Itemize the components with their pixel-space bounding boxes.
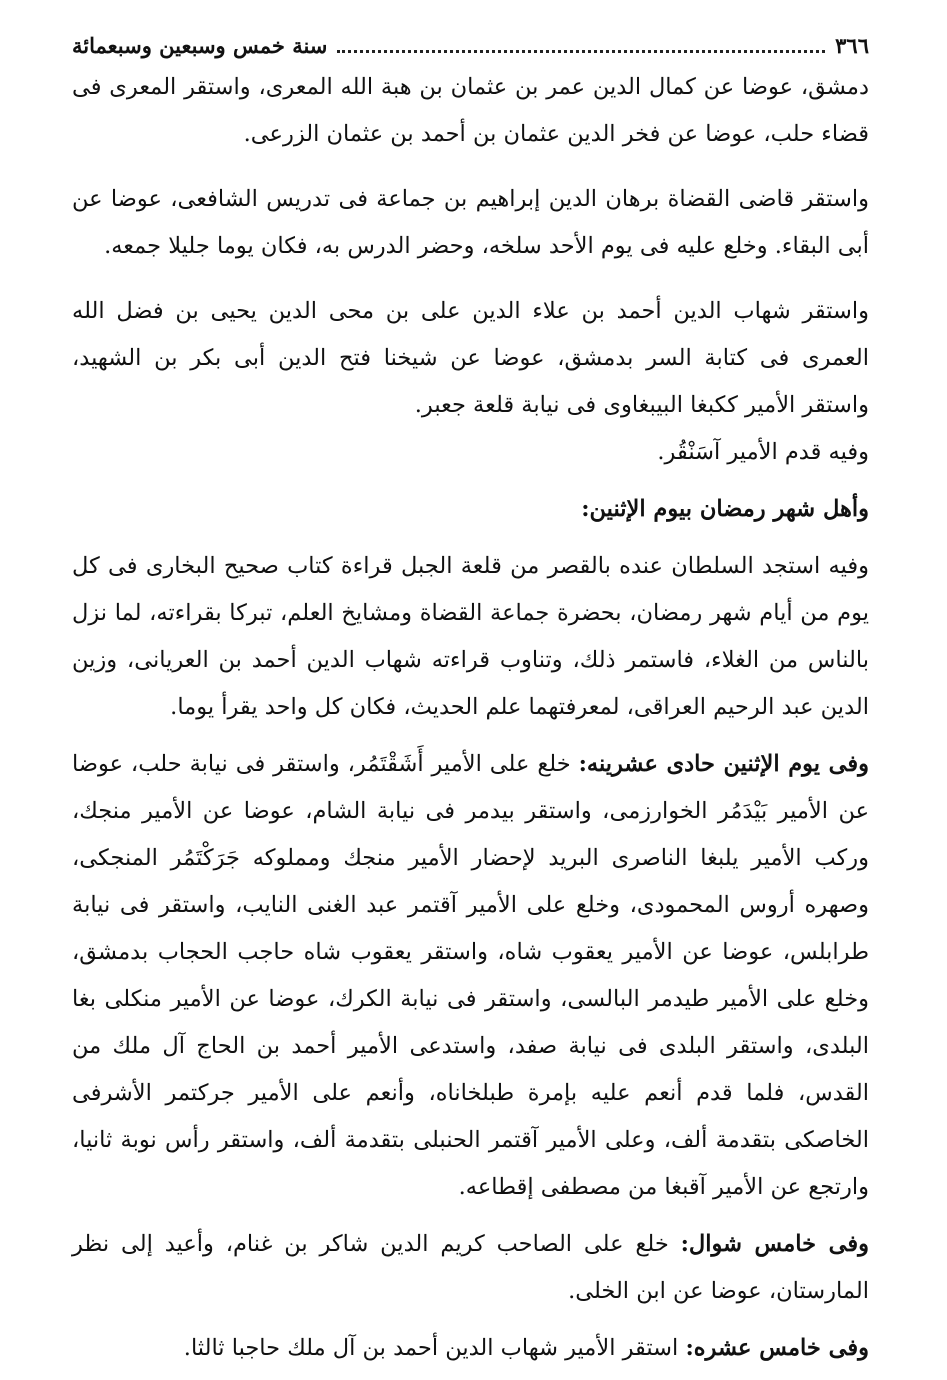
paragraph-text: وفيه قدم الأمير آسَنْقُر. <box>657 439 869 465</box>
paragraph-text: استقر الأمير شهاب الدين أحمد بن آل ملك حاجبا ثالثا. <box>183 1335 686 1361</box>
paragraph-8 <box>72 1325 869 1372</box>
paragraph-7 <box>72 1221 869 1315</box>
paragraph-5 <box>72 543 869 731</box>
running-title: سنة خمس وسبعين وسبعمائة <box>72 33 328 58</box>
heading-text: وأهل شهر رمضان بيوم الإثنين: <box>581 496 869 522</box>
paragraph-lead: وفى خامس شوال: <box>680 1231 869 1257</box>
paragraph-text: خلع على الصاحب كريم الدين شاكر بن غنام، وأعيد إلى نظر المارستان، عوضا عن ابن الخلى. <box>72 1231 869 1304</box>
paragraph-text: واستقر شهاب الدين أحمد بن علاء الدين على بن محى الدين يحيى بن فضل الله العمرى فى كتابة السر بدمشق، عوضا عن شيخنا فتح الدين أبى بكر بن الشهيد، واستقر الأمير ككبغا البيبغاوى فى نيابة قلعة جعبر. <box>72 298 869 418</box>
running-header <box>72 28 869 64</box>
paragraph-4 <box>72 429 869 476</box>
paragraph-6 <box>72 741 869 1211</box>
paragraph-lead: وفى يوم الإثنين حادى عشرينه: <box>578 751 869 777</box>
paragraph-text: خلع على الأمير أَشَقْتَمُر، واستقر فى نيابة حلب، عوضا عن الأمير بَيْدَمُر الخوارزمى، واستقر بيدمر فى نيابة الشام، عوضا عن الأمير منجك، وركب الأمير يلبغا الناصرى البريد لإحضار الأمير منجك ومملوكه جَرَكْتَمُر المنجكى، وصهره أروس المحمودى، وخلع على الأمير آقتمر عبد الغنى النايب، واستقر فى نيابة طرابلس، عوضا عن الأمير يعقوب شاه، واستقر يعقوب شاه حاجب الحجاب بدمشق، وخلع على الأمير طيدمر البالسى، واستقر فى نيابة الكرك، عوضا عن الأمير منكلى بغا البلدى، واستقر البلدى فى نيابة صفد، واستدعى الأمير أحمد بن الحاج آل ملك من القدس، فلما قدم أنعم عليه بإمرة طبلخاناه، وأنعم على الأمير جركتمر الأشرفى الخاصكى بتقدمة ألف، وعلى الأمير آقتمر الحنبلى بتقدمة ألف، واستقر رأس نوبة ثانيا، وارتجع عن الأمير آقبغا من مصطفى إقطاعه. <box>72 751 869 1200</box>
paragraph-text: وفيه استجد السلطان عنده بالقصر من قلعة الجبل قراءة كتاب صحيح البخارى فى كل يوم من أيام شهر رمضان، بحضرة جماعة القضاة ومشايخ العلم، تبركا بقراءته، لما نزل بالناس من الغلاء، فاستمر ذلك، وتناوب قراءته شهاب الدين أحمد بن العريانى، وزين الدين عبد الرحيم العراقى، لمعرفتهما علم الحديث، فكان كل واحد يقرأ يوما. <box>72 553 869 720</box>
section-heading <box>72 486 869 533</box>
paragraph-3 <box>72 288 869 429</box>
header-dotted-leader <box>337 50 825 53</box>
page-number: ٣٦٦ <box>835 33 869 58</box>
paragraph-2 <box>72 176 869 270</box>
paragraph-1 <box>72 64 869 158</box>
paragraph-lead: وفى خامس عشره: <box>685 1335 869 1361</box>
paragraph-text: دمشق، عوضا عن كمال الدين عمر بن عثمان بن هبة الله المعرى، واستقر المعرى فى قضاء حلب، عوضا عن فخر الدين عثمان بن أحمد بن عثمان الزرعى. <box>72 74 869 147</box>
paragraph-text: واستقر قاضى القضاة برهان الدين إبراهيم بن جماعة فى تدريس الشافعى، عوضا عن أبى البقاء. وخلع عليه فى يوم الأحد سلخه، وحضر الدرس به، فكان يوما جليلا جمعه. <box>72 186 869 259</box>
